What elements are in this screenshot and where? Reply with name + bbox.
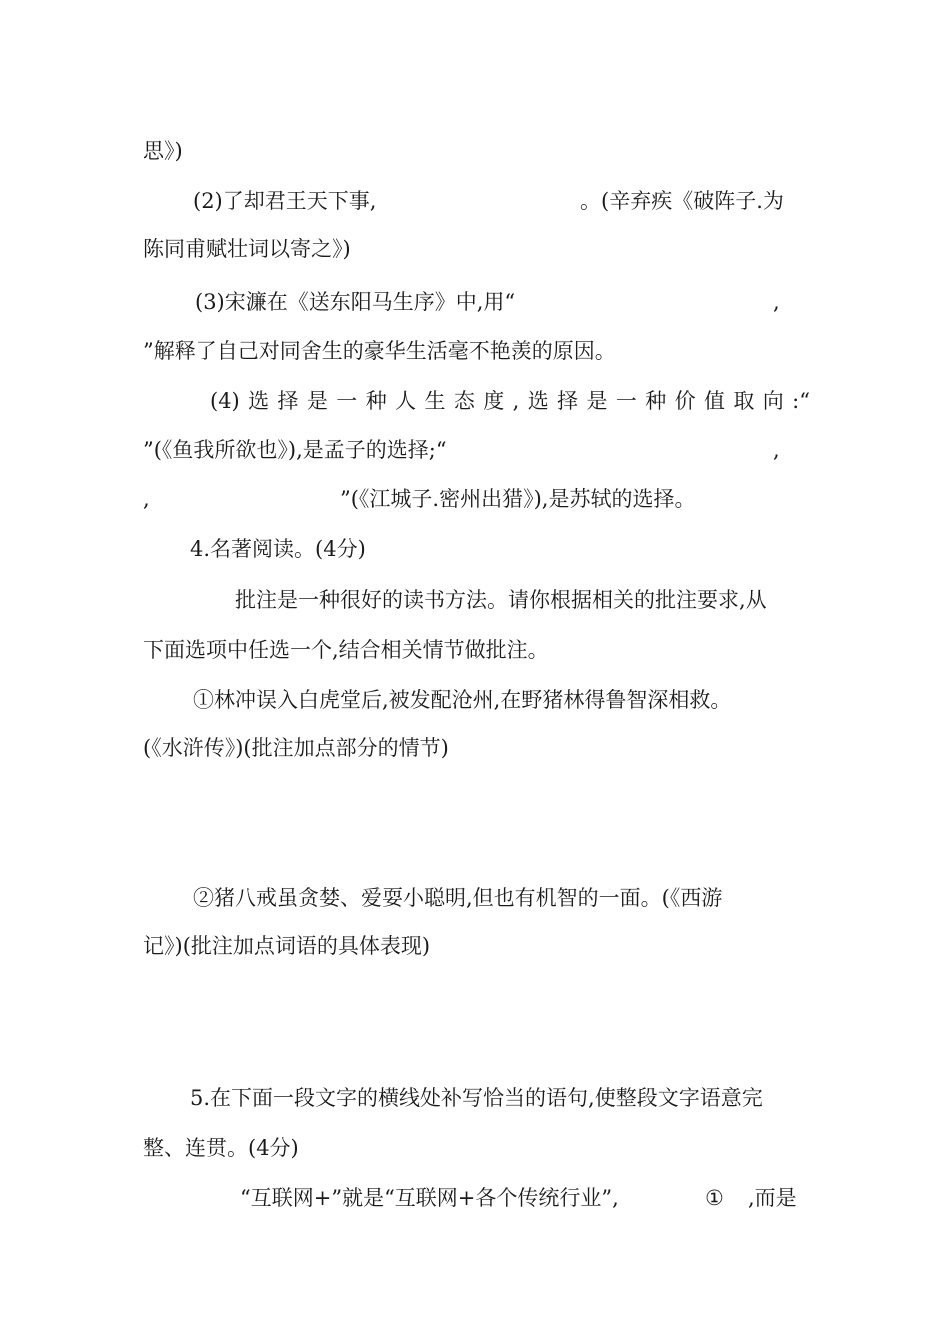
q5-title-cont: 整、连贯。(4分) — [143, 1136, 299, 1160]
q4-option-1: ①林冲误入白虎堂后,被发配沧州,在野猪林得鲁智深相救。 — [193, 688, 732, 712]
q4-option-2-cont: 记》)(批注加点词语的具体表现) — [143, 934, 431, 958]
q3-4-source: ”(《江城子.密州出猎》),是苏轼的选择。 — [340, 487, 696, 511]
q3-3-cont: ”解释了自己对同舍生的豪华生活毫不艳羡的原因。 — [143, 339, 616, 363]
q3-4-comma-2: , — [143, 487, 150, 511]
q5-text: “互联网+”就是“互联网+各个传统行业”, — [240, 1186, 619, 1210]
q4-option-1-cont: (《水浒传》)(批注加点部分的情节) — [143, 736, 449, 760]
q3-2-source: 。(辛弃疾《破阵子.为 — [580, 189, 784, 213]
q3-4-line: (4)选择是一种人生态度,选择是一种价值取向:“ — [210, 389, 810, 413]
q3-2-source-cont: 陈同甫赋壮词以寄之》) — [143, 237, 351, 261]
q3-4-comma: , — [773, 438, 780, 462]
q3-2-line: (2)了却君王天下事, — [193, 189, 377, 213]
q3-3-comma: , — [773, 290, 780, 314]
q4-intro-cont: 下面选项中任选一个,结合相关情节做批注。 — [143, 638, 549, 662]
q5-blank-marker: ① — [705, 1186, 724, 1210]
q3-2-continuation: 思》) — [143, 139, 183, 163]
q4-intro: 批注是一种很好的读书方法。请你根据相关的批注要求,从 — [235, 588, 767, 612]
q4-title: 4.名著阅读。(4分) — [190, 537, 366, 561]
q3-3-line: (3)宋濂在《送东阳马生序》中,用“ — [195, 290, 516, 314]
q3-4-cont: ”(《鱼我所欲也》),是孟子的选择;“ — [143, 438, 447, 462]
q4-option-2: ②猪八戒虽贪婪、爱耍小聪明,但也有机智的一面。(《西游 — [193, 886, 723, 910]
q5-title: 5.在下面一段文字的横线处补写恰当的语句,使整段文字语意完 — [190, 1086, 763, 1110]
q5-text-cont: ,而是 — [748, 1186, 797, 1210]
